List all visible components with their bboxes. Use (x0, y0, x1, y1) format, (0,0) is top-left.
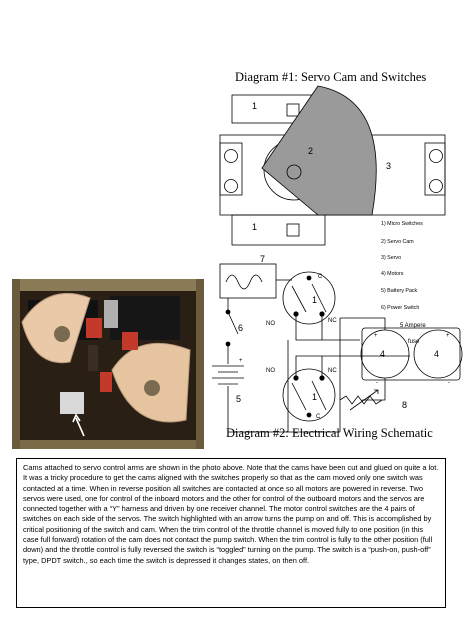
servo-mount-hole (430, 180, 443, 193)
servo-mount-hole (225, 150, 238, 163)
label-motor-left: 4 (380, 349, 386, 359)
label-nc-bottom: NC (328, 368, 337, 374)
label-no-bottom: NO (266, 368, 275, 374)
label-fuse: 5 Ampere (400, 323, 426, 329)
label-micro-switch-top: 1 (252, 101, 258, 111)
micro-switch-bottom-button (287, 224, 299, 236)
label-no-top: NO (266, 321, 275, 327)
label-switch-top: 1 (312, 295, 318, 305)
legend-item: 4) Motors (381, 271, 404, 277)
legend-item: 3) Servo (381, 255, 402, 261)
label-switch-bottom: 1 (312, 392, 318, 402)
label-resistor: 8 (402, 400, 408, 410)
label-relay: 7 (260, 254, 266, 264)
label-motor-right-plus: + (446, 333, 450, 339)
diagram1-title: Diagram #1: Servo Cam and Switches (235, 70, 427, 84)
label-servo: 3 (386, 161, 392, 171)
battery-pack (212, 366, 244, 384)
micro-switch-top-button (287, 104, 299, 116)
relay-box (220, 264, 276, 298)
label-motor-minus: - (376, 380, 378, 386)
legend-item: 6) Power Switch (381, 305, 420, 311)
label-power-switch: 6 (238, 323, 244, 333)
label-battery-plus: + (239, 358, 243, 364)
label-motor-right: 4 (434, 349, 440, 359)
label-motor-plus: + (374, 333, 378, 339)
servo-mount-hole (430, 150, 443, 163)
cam-pivot (287, 165, 301, 179)
label-motor-right-minus: - (448, 380, 450, 386)
servo-left-tab (220, 143, 242, 195)
relay-coil (226, 275, 262, 289)
label-nc-top: NC (328, 318, 337, 324)
legend-item: 1) Micro Switches (381, 221, 423, 227)
diagram2-title: Diagram #2: Electrical Wiring Schematic (226, 426, 433, 440)
wiring-schematic (212, 264, 462, 432)
legend-item: 2) Servo Cam (381, 239, 414, 245)
legend-item: 5) Battery Pack (381, 288, 418, 294)
servo-photo (12, 279, 204, 449)
micro-switch-bottom (232, 215, 325, 245)
label-battery: 5 (236, 394, 242, 404)
label-fuse-suffix: fuse (408, 339, 420, 345)
label-servo-cam: 2 (308, 146, 314, 156)
label-c-top: C (318, 274, 323, 280)
label-c-bottom: C (316, 414, 321, 420)
legend (381, 221, 423, 311)
label-micro-switch-bottom: 1 (252, 222, 258, 232)
power-switch (228, 312, 238, 334)
servo-mount-hole (225, 180, 238, 193)
description-box: Cams attached to servo control arms are shown in the photo above. Note that the cams have been cut and glued on quite a lot. It was a tricky procedure to get the cams aligned with the switches properly so that as the cam moved only one switch was contacted at a time. When in reverse position all switches are contacted at once so all motors are powered in reverse. Two servos were used, one for control of the inboard motors and the other for control of the outboard motors and the servos are connected together with a “Y” harness and driven by one receiver channel. The motor control switches are the 4 pairs of switches on each side of the servos. The switch highlighted with an arrow turns the pump on and off. This is accomplished by critical positioning of the switch and cam. When the trim control of the throttle channel is moved fully to one position (in this case full forward) rotation of the cam does not contact the pump switch. When the trim control is fully to the other position (full down) and the throttle control is fully reversed the switch is “toggled” turning on the pump. The switch is a “push-on, push-off” type, DPDT switch., so each time the switch is depressed it changes states, on then off. (16, 458, 446, 608)
